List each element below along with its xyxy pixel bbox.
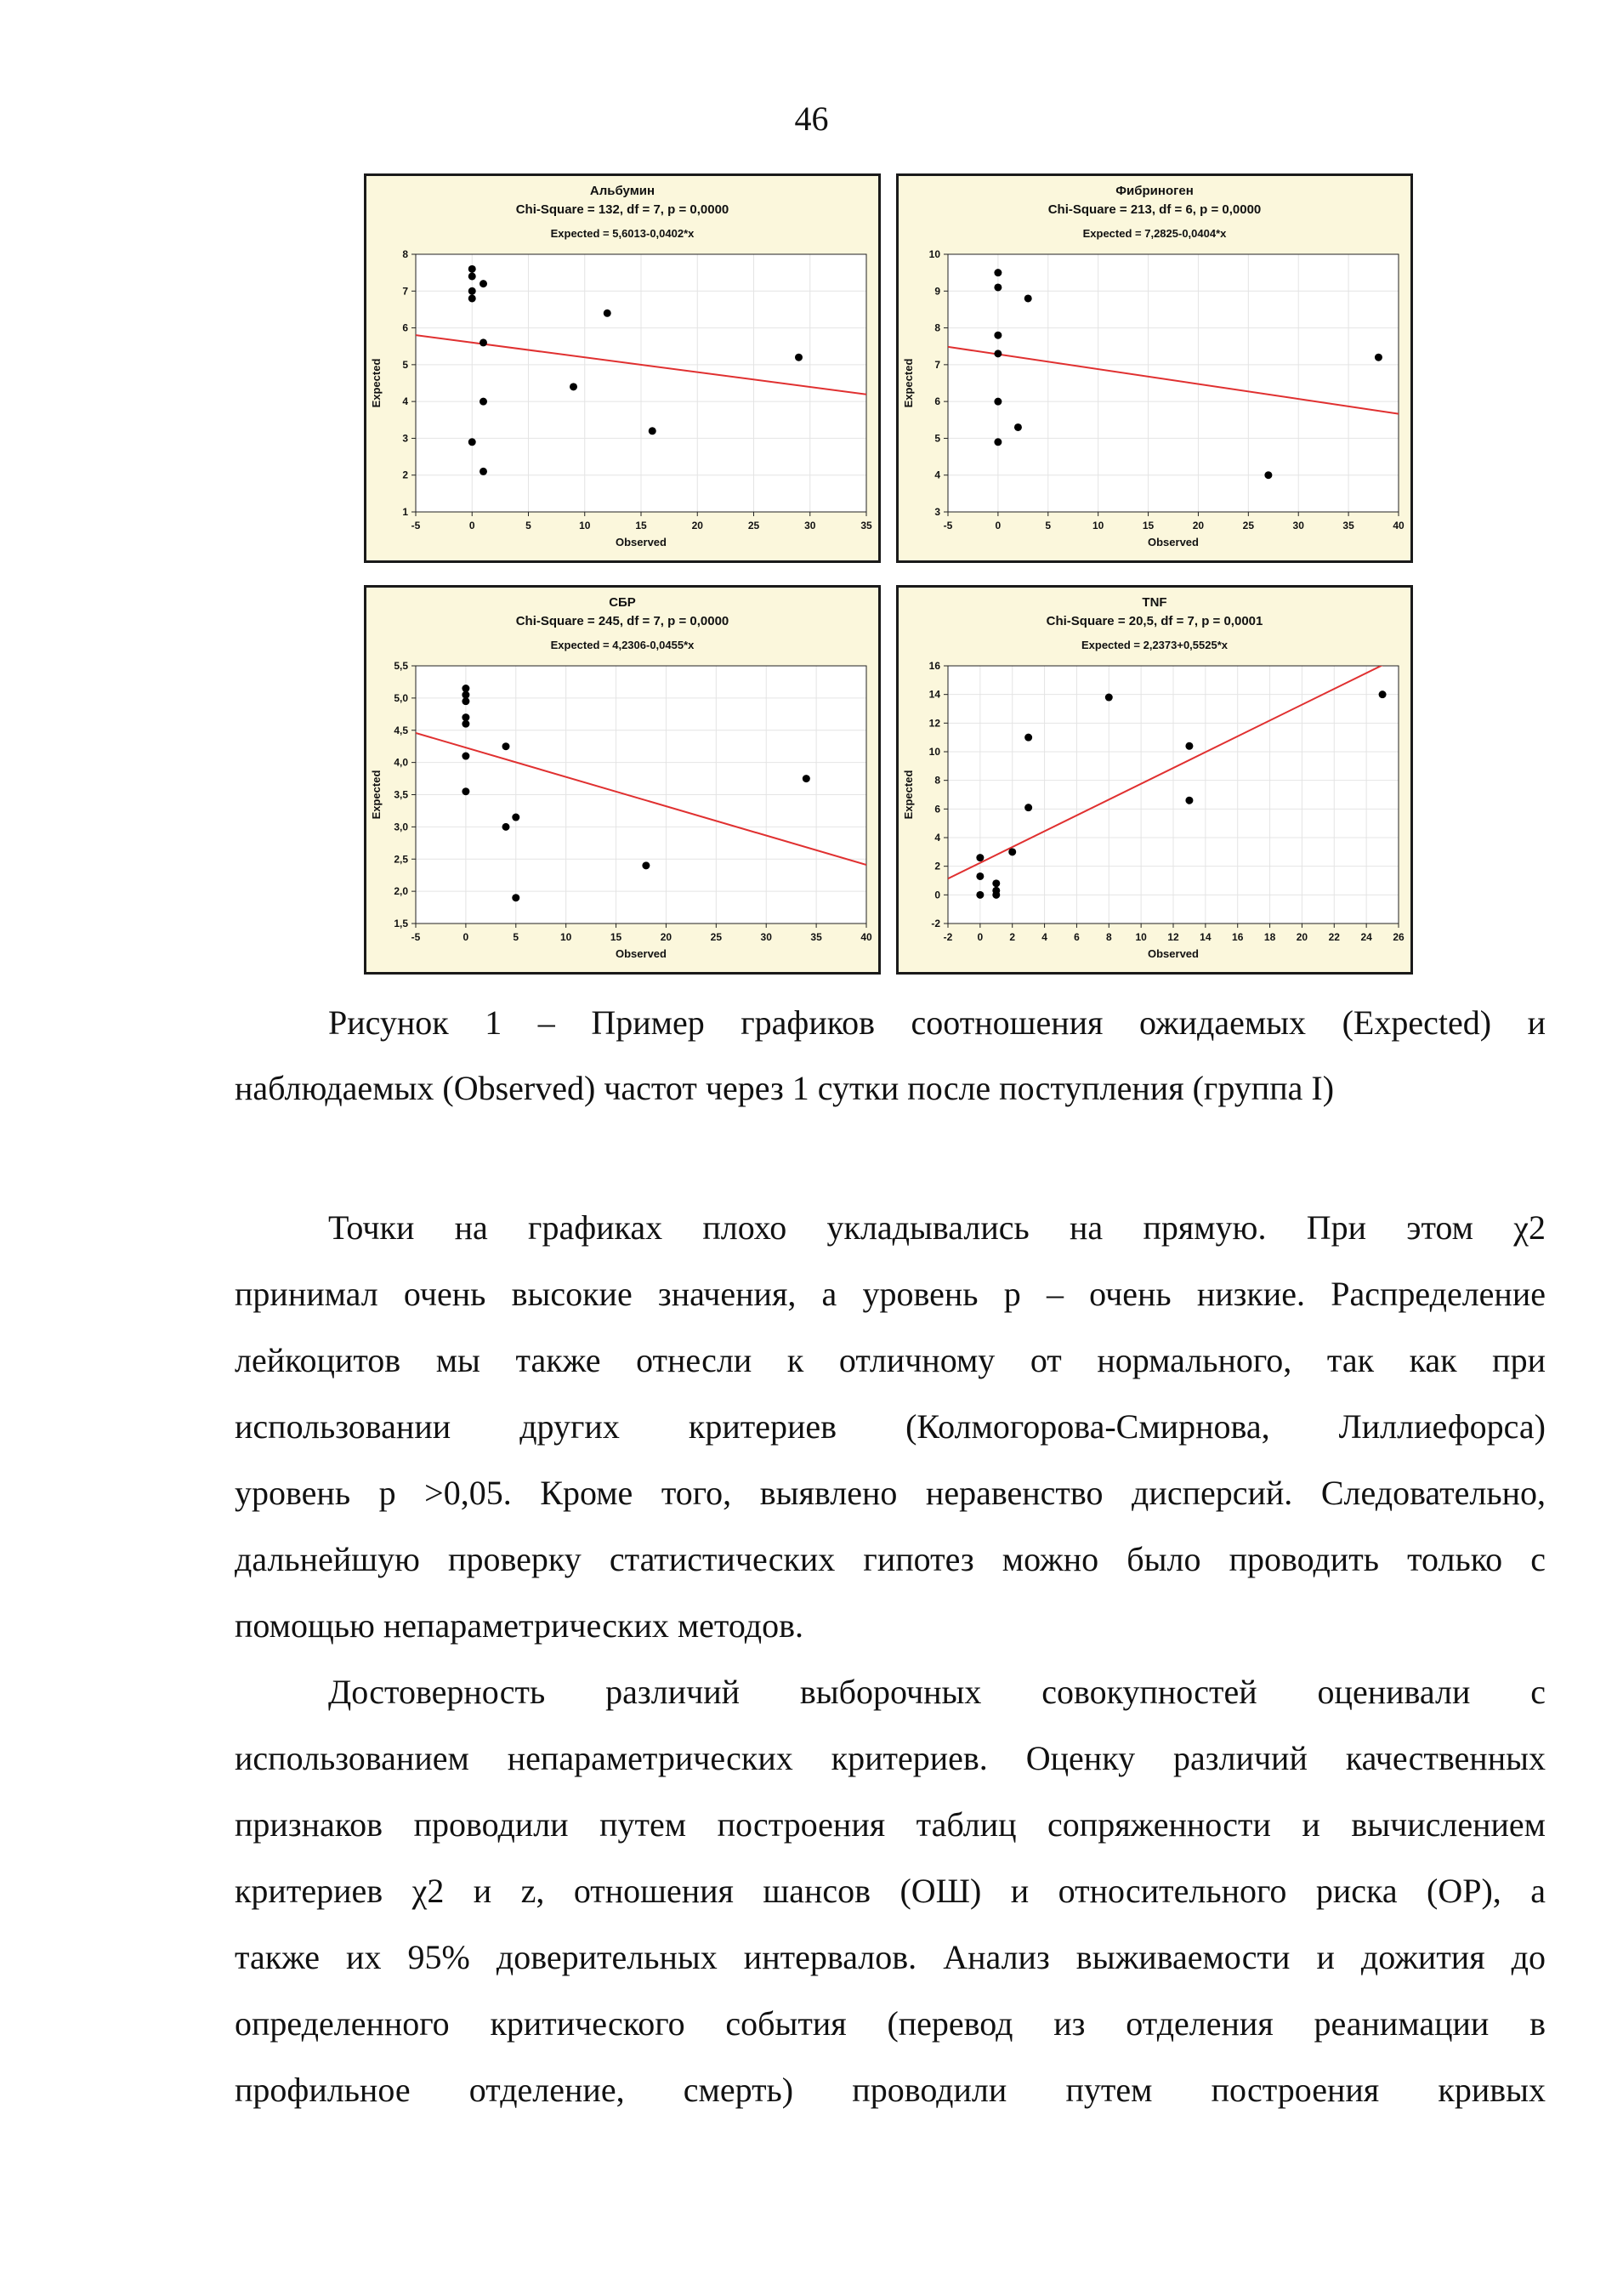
y-tick-label: 7 (402, 285, 408, 298)
y-tick-label: 4 (934, 832, 940, 844)
y-tick-label: 16 (928, 660, 940, 672)
chart-title: TNF (1142, 595, 1167, 610)
x-tick-label: 20 (691, 520, 703, 531)
x-axis-label: Observed (1148, 947, 1199, 960)
chart-panel-tnf (896, 585, 1413, 975)
data-point (1264, 471, 1272, 479)
y-tick-label: -2 (931, 918, 940, 929)
data-point (795, 354, 803, 361)
x-axis-label: Observed (616, 947, 667, 960)
y-tick-label: 1 (402, 506, 408, 518)
x-tick-label: 30 (804, 520, 816, 531)
y-tick-label: 3 (934, 506, 940, 518)
x-tick-label: 6 (1074, 931, 1080, 943)
y-tick-label: 4 (934, 469, 940, 481)
chart-title: Фибриноген (1115, 184, 1194, 198)
y-tick-label: 2,0 (394, 885, 408, 898)
y-tick-label: 2 (934, 860, 940, 872)
data-point (994, 332, 1002, 339)
data-point (1379, 691, 1387, 698)
x-tick-label: 5 (1045, 520, 1052, 531)
text-line: лейкоцитов мы также отнесли к отличному от нормального, так как при (235, 1341, 1546, 1379)
chart-subtitle: Chi-Square = 245, df = 7, p = 0,0000 (515, 614, 729, 628)
y-tick-label: 6 (402, 321, 408, 334)
data-point (642, 861, 650, 869)
y-tick-label: 4,5 (394, 724, 408, 736)
y-axis-label: Expected (370, 770, 383, 820)
y-tick-label: 3 (402, 432, 408, 445)
x-tick-label: 20 (1296, 931, 1308, 943)
y-tick-label: 3,0 (394, 821, 408, 833)
chart-subtitle: Chi-Square = 132, df = 7, p = 0,0000 (515, 202, 729, 217)
x-tick-label: 35 (860, 520, 872, 531)
chart-panel-sbr (364, 585, 881, 975)
chart-albumin (366, 176, 878, 560)
data-point (992, 879, 1000, 887)
data-point (994, 269, 1002, 276)
x-tick-label: 40 (1393, 520, 1405, 531)
chart-sbr (366, 588, 878, 972)
data-point (604, 310, 611, 317)
data-point (994, 398, 1002, 406)
data-point (468, 265, 476, 273)
x-tick-label: 15 (610, 931, 622, 943)
y-tick-label: 5,0 (394, 691, 408, 704)
y-axis-label: Expected (902, 770, 915, 820)
text-line: критериев χ2 и z, отношения шансов (ОШ) и относительного риска (ОР), а (235, 1872, 1546, 1910)
paragraph (235, 1195, 1546, 1659)
data-point (994, 283, 1002, 291)
text-line: принимал очень высокие значения, а уровень p – очень низкие. Распределение (235, 1275, 1546, 1313)
caption-line: Рисунок 1 – Пример графиков соотношения ожидаемых (Expected) и (328, 1003, 1546, 1042)
x-tick-label: 12 (1167, 931, 1179, 943)
x-tick-label: 15 (1142, 520, 1155, 531)
x-tick-label: -5 (943, 520, 953, 531)
data-point (480, 280, 487, 287)
data-point (1014, 423, 1022, 431)
data-point (502, 823, 510, 831)
x-tick-label: 20 (660, 931, 672, 943)
y-tick-label: 10 (928, 248, 940, 260)
chart-equation: Expected = 7,2825-0,0404*x (1082, 227, 1227, 240)
chart-panel-albumin (364, 173, 881, 563)
y-tick-label: 7 (934, 358, 940, 371)
y-tick-label: 12 (928, 717, 940, 730)
text-line: дальнейшую проверку статистических гипотез можно было проводить только с (235, 1540, 1546, 1578)
y-tick-label: 4,0 (394, 756, 408, 769)
text-line: определенного критического события (перевод из отделения реанимации в (235, 2004, 1546, 2043)
plot-area (948, 254, 1399, 512)
data-point (1375, 354, 1382, 361)
text-line: Достоверность различий выборочных совокупностей оценивали с (328, 1673, 1546, 1711)
data-point (468, 438, 476, 446)
x-tick-label: 5 (513, 931, 519, 943)
x-tick-label: 10 (559, 931, 572, 943)
x-tick-label: 16 (1232, 931, 1244, 943)
x-tick-label: 10 (1092, 520, 1104, 531)
data-point (994, 350, 1002, 357)
text-line: помощью непараметрических методов. (235, 1606, 803, 1645)
x-tick-label: 10 (579, 520, 591, 531)
chart-fibrinogen (899, 176, 1410, 560)
x-tick-label: 25 (710, 931, 723, 943)
y-tick-label: 0 (934, 889, 940, 901)
data-point (992, 891, 1000, 899)
caption-line: наблюдаемых (Observed) частот через 1 сутки после поступления (группа I) (235, 1069, 1335, 1107)
x-tick-label: -5 (411, 931, 421, 943)
data-point (468, 272, 476, 280)
page-number: 46 (794, 99, 829, 138)
x-tick-label: 35 (1342, 520, 1354, 531)
chart-title: СБР (609, 595, 636, 610)
chart-equation: Expected = 5,6013-0,0402*x (550, 227, 695, 240)
x-tick-label: 35 (810, 931, 822, 943)
x-tick-label: 25 (1242, 520, 1255, 531)
y-tick-label: 8 (934, 774, 940, 787)
x-tick-label: 4 (1041, 931, 1047, 943)
data-point (480, 398, 487, 406)
data-point (468, 294, 476, 302)
text-line: использовании других критериев (Колмогорова-Смирнова, Лиллиефорса) (235, 1407, 1546, 1446)
x-tick-label: 40 (860, 931, 872, 943)
y-tick-label: 5,5 (394, 660, 408, 672)
data-point (649, 427, 656, 435)
data-point (976, 854, 984, 861)
text-line: использованием непараметрических критериев. Оценку различий качественных (235, 1739, 1546, 1777)
x-tick-label: 26 (1393, 931, 1405, 943)
data-point (512, 814, 519, 821)
figure-caption (235, 990, 1546, 1121)
y-tick-label: 5 (934, 432, 940, 445)
y-tick-label: 4 (402, 395, 408, 408)
y-axis-label: Expected (370, 358, 383, 408)
data-point (480, 468, 487, 475)
text-line: признаков проводили путем построения таблиц сопряженности и вычислением (235, 1805, 1546, 1844)
chart-subtitle: Chi-Square = 20,5, df = 7, p = 0,0001 (1046, 614, 1263, 628)
x-tick-label: 25 (747, 520, 760, 531)
x-tick-label: 14 (1200, 931, 1212, 943)
x-tick-label: 2 (1009, 931, 1016, 943)
text-line: Точки на графиках плохо укладывались на прямую. При этом χ2 (328, 1208, 1546, 1247)
chart-equation: Expected = 4,2306-0,0455*x (550, 639, 695, 651)
chart-equation: Expected = 2,2373+0,5525*x (1081, 639, 1229, 651)
x-tick-label: 30 (1292, 520, 1304, 531)
x-tick-label: -5 (411, 520, 421, 531)
paragraph (235, 1659, 1546, 2123)
data-point (1008, 848, 1016, 855)
x-tick-label: 22 (1328, 931, 1340, 943)
text-line: уровень p >0,05. Кроме того, выявлено неравенство дисперсий. Следовательно, (235, 1474, 1546, 1512)
data-point (468, 287, 476, 295)
data-point (803, 775, 810, 782)
y-tick-label: 14 (928, 688, 940, 701)
data-point (976, 872, 984, 880)
text-line: профильное отделение, смерть) проводили путем построения кривых (235, 2071, 1546, 2109)
y-tick-label: 8 (402, 248, 408, 260)
chart-tnf (899, 588, 1410, 972)
data-point (1024, 294, 1032, 302)
data-point (1024, 734, 1032, 742)
data-point (462, 697, 469, 705)
y-tick-label: 1,5 (394, 918, 408, 929)
x-tick-label: 0 (977, 931, 984, 943)
data-point (976, 891, 984, 899)
y-tick-label: 2 (402, 469, 408, 481)
body-text (235, 1195, 1546, 2123)
data-point (480, 338, 487, 346)
x-tick-label: 0 (462, 931, 469, 943)
data-point (994, 438, 1002, 446)
x-tick-label: 18 (1263, 931, 1276, 943)
y-tick-label: 6 (934, 803, 940, 816)
data-point (462, 787, 469, 795)
y-tick-label: 10 (928, 746, 940, 758)
x-axis-label: Observed (1148, 536, 1199, 548)
x-tick-label: 15 (635, 520, 647, 531)
x-tick-label: 8 (1105, 931, 1112, 943)
x-axis-label: Observed (616, 536, 667, 548)
x-tick-label: 0 (468, 520, 475, 531)
data-point (1185, 742, 1193, 750)
x-tick-label: 0 (995, 520, 1002, 531)
data-point (462, 753, 469, 760)
y-tick-label: 6 (934, 395, 940, 408)
figure (364, 173, 1415, 973)
data-point (512, 894, 519, 901)
x-tick-label: 5 (525, 520, 531, 531)
x-tick-label: 24 (1360, 931, 1372, 943)
chart-subtitle: Chi-Square = 213, df = 6, p = 0,0000 (1047, 202, 1262, 217)
chart-panel-fibrinogen (896, 173, 1413, 563)
y-tick-label: 3,5 (394, 788, 408, 801)
data-point (1024, 804, 1032, 811)
chart-title: Альбумин (589, 184, 655, 198)
x-tick-label: 10 (1135, 931, 1147, 943)
data-point (1105, 694, 1113, 702)
y-tick-label: 2,5 (394, 853, 408, 866)
x-tick-label: -2 (943, 931, 953, 943)
x-tick-label: 20 (1192, 520, 1205, 531)
y-tick-label: 5 (402, 358, 408, 371)
data-point (570, 383, 577, 390)
y-tick-label: 8 (934, 321, 940, 334)
y-axis-label: Expected (902, 358, 915, 408)
text-line: также их 95% доверительных интервалов. Анализ выживаемости и дожития до (235, 1938, 1546, 1976)
data-point (462, 720, 469, 728)
data-point (502, 742, 510, 750)
data-point (1185, 797, 1193, 804)
x-tick-label: 30 (760, 931, 772, 943)
y-tick-label: 9 (934, 285, 940, 298)
